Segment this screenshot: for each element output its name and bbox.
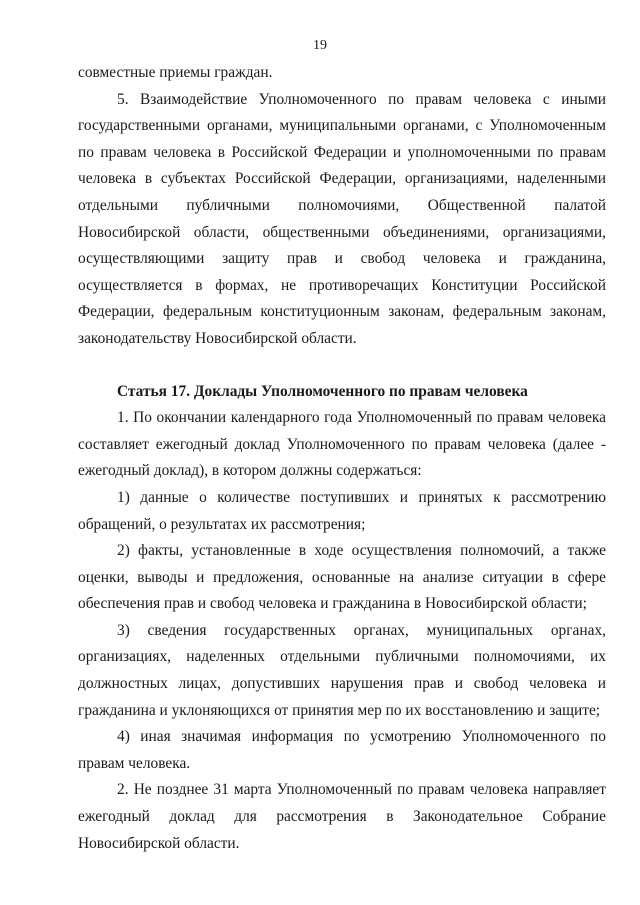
paragraph-subitem-4: 4) иная значимая информация по усмотрению Уполномоченного по правам человека. <box>78 728 606 772</box>
paragraph-subitem-3: 3) сведения государственных органах, муниципальных органах, организациях, наделенных отдельными публичными полномочиями, их должностных лицах, допустивших нарушения прав и свобод человека и гражданина и уклоняющихся от принятия мер по их восстановлению и защите; <box>78 621 606 719</box>
paragraph-article-17-part-1: 1. По окончании календарного года Уполномоченный по правам человека составляет ежегодный доклад Уполномоченного по правам человека (далее - ежегодный доклад), в котором должны содержаться: <box>78 409 606 480</box>
page-number: 19 <box>313 38 327 53</box>
paragraph-article-17-part-2: 2. Не позднее 31 марта Уполномоченный по правам человека направляет ежегодный доклад для рассмотрения в Законодательное Собрание Новосибирской области. <box>78 781 606 852</box>
document-body <box>78 60 606 857</box>
article-17-heading: Статья 17. Доклады Уполномоченного по правам человека <box>117 382 528 400</box>
paragraph-continuation: совместные приемы граждан. <box>78 64 273 81</box>
paragraph-item-5: 5. Взаимодействие Уполномоченного по правам человека с иными государственными органами, муниципальными органами, с Уполномоченным по правам человека в Российской Федерации и уполномоченными по правам человека в субъектах Российской Федерации, организациями, наделенными отдельными публичными полномочиями, Общественной палатой Новосибирской области, общественными объединениями, организациями, осуществляющими защиту прав и свобод человека и гражданина, осуществляется в формах, не противоречащих Конституции Российской Федерации, федеральным конституционным законам, федеральным законам, законодательству Новосибирской области. <box>78 90 606 347</box>
paragraph-subitem-1: 1) данные о количестве поступивших и принятых к рассмотрению обращений, о результатах их рассмотрения; <box>78 488 606 533</box>
paragraph-subitem-2: 2) факты, установленные в ходе осуществления полномочий, а также оценки, выводы и предложения, основанные на анализе ситуации в сфере обеспечения прав и свобод человека и гражданина в Новосибирской области; <box>78 542 606 613</box>
